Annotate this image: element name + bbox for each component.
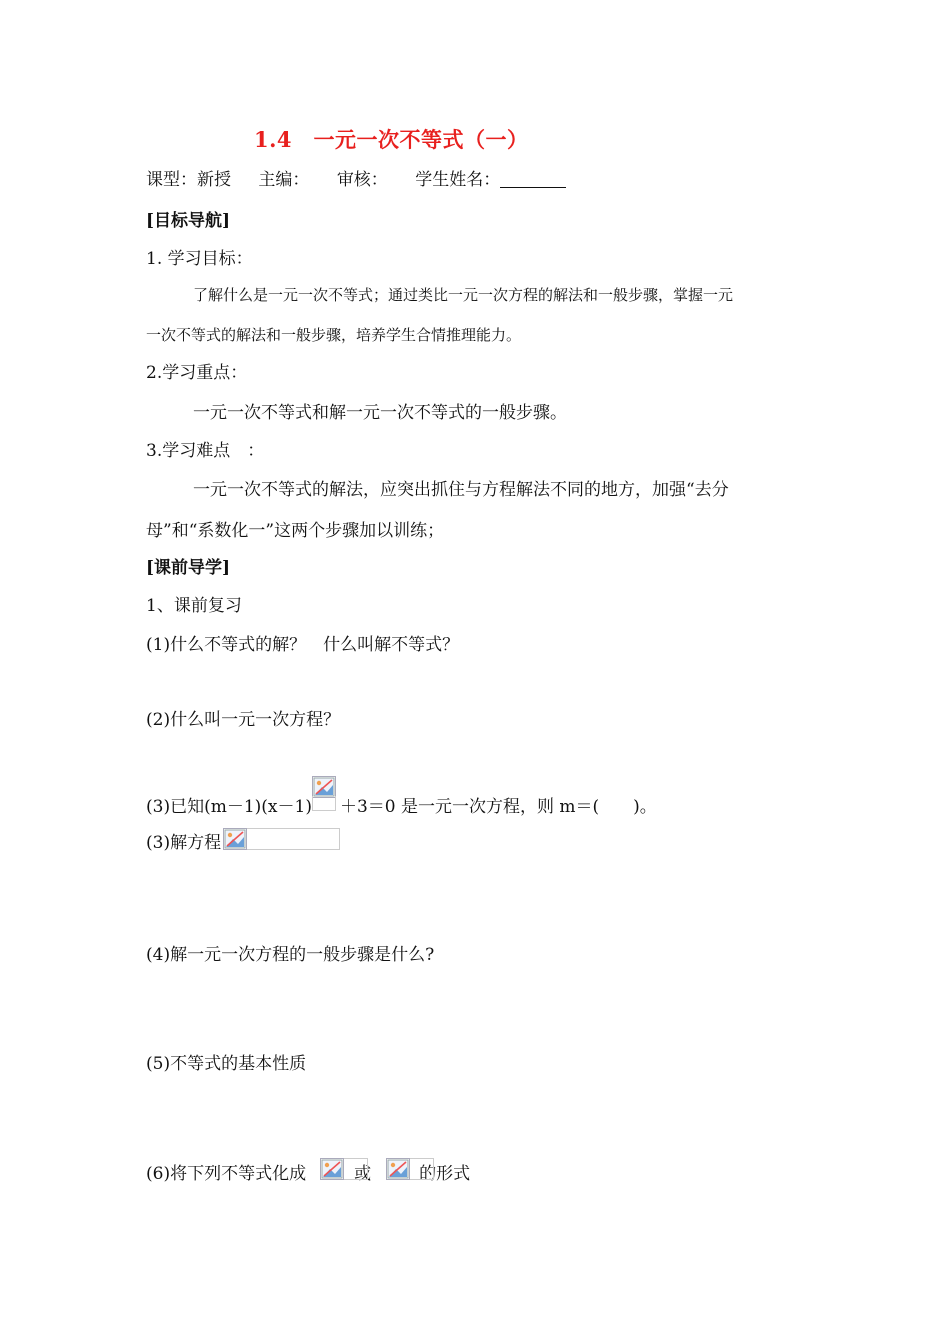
broken-image-icon	[320, 1158, 344, 1180]
goal3-label: 3.学习难点 ：	[146, 441, 265, 461]
goal3-line1: 一元一次不等式的解法，应突出抓住与方程解法不同的地方，加强“去分	[193, 480, 729, 500]
goals-heading: [目标导航]	[146, 211, 231, 231]
student-name-blank	[500, 170, 566, 188]
image-frame	[312, 796, 336, 811]
goal3-line2: 母”和“系数化一”这两个步骤加以训练；	[146, 521, 445, 541]
question-3b: (3)解方程	[146, 833, 222, 853]
broken-image-icon	[223, 828, 247, 850]
question-4: (4)解一元一次方程的一般步骤是什么?	[146, 945, 435, 965]
question-2: (2)什么叫一元一次方程？	[146, 710, 341, 730]
question-3a-post: ＋3＝0 是一元一次方程，则 m＝( )。	[339, 797, 657, 817]
reviewer-label: 审核：	[336, 170, 388, 190]
meta-line	[146, 165, 588, 190]
question-6-mid: 或	[354, 1164, 372, 1184]
question-6-pre: (6)将下列不等式化成	[146, 1164, 307, 1184]
question-3a	[146, 792, 657, 817]
review-label: 1、课前复习	[146, 596, 242, 616]
page-title: 1.4 一元一次不等式（一）	[254, 127, 529, 152]
question-3a-pre: (3)已知(m－1)(x－1)	[146, 797, 312, 817]
broken-image-icon	[386, 1158, 410, 1180]
question-1: (1)什么不等式的解？ 什么叫解不等式？	[146, 635, 460, 655]
goal2-text: 一元一次不等式和解一元一次不等式的一般步骤。	[193, 403, 567, 423]
question-6-post: 的形式	[419, 1164, 471, 1184]
editor-label: 主编：	[258, 170, 310, 190]
goal1-label: 1. 学习目标：	[146, 249, 253, 269]
goal1-line2: 一次不等式的解法和一般步骤，培养学生合情推理能力。	[146, 326, 522, 344]
preview-heading: [课前导学]	[146, 558, 231, 578]
question-5: (5)不等式的基本性质	[146, 1054, 307, 1074]
student-name-label: 学生姓名：	[415, 170, 501, 190]
broken-image-icon	[312, 776, 336, 798]
lesson-type: 课型：新授	[146, 170, 231, 190]
goal2-label: 2.学习重点：	[146, 363, 248, 383]
goal1-line1: 了解什么是一元一次不等式；通过类比一元一次方程的解法和一般步骤，掌握一元	[193, 286, 734, 304]
